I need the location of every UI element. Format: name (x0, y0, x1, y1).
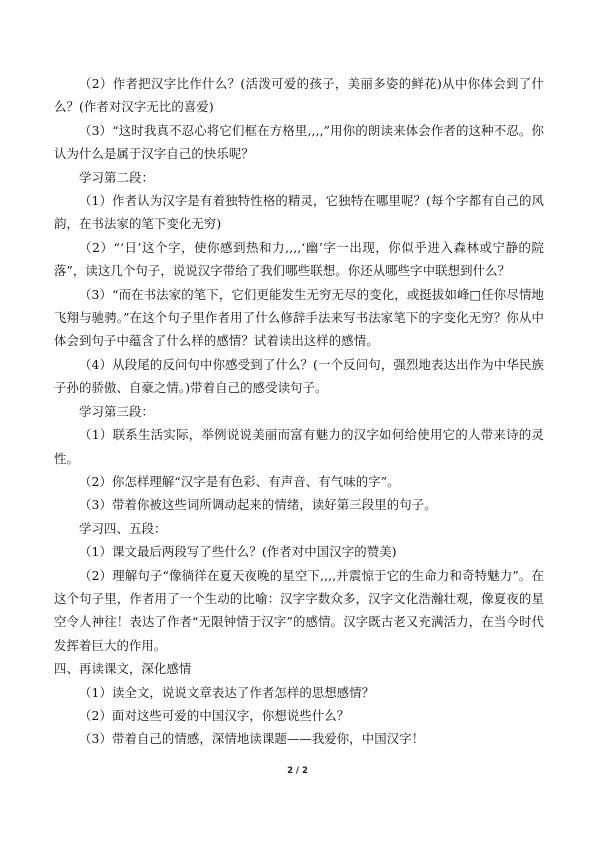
paragraph-q3-reluctance: （3）“这时我真不忍心将它们框在方格里,,,,”用你的朗读来体会作者的这种不忍。你认为什么是属于汉字自己的快乐呢？ (54, 122, 544, 162)
paragraph-p2-q3: （3）“而在书法家的笔下，它们更能发生无穷无尽的变化，或挺拔如峰□任你尽情地飞翔与驰骋。”在这个句子里作者用了什么修辞手法来写书法家笔下的字变化无穷？你从中体会到句子中蕴含了什么样的感情？试着读出这样的感情。 (54, 286, 544, 349)
section-heading-paragraph-4-5: 学习四、五段： (79, 520, 167, 536)
section-heading-paragraph-2: 学习第二段： (79, 169, 154, 185)
section-heading-paragraph-3: 学习第三段： (79, 403, 154, 419)
paragraph-p2-q4: （4）从段尾的反问句中你感受到了什么？(一个反问句，强烈地表达出作为中华民族子孙的骄傲、自豪之情。)带着自己的感受读句子。 (54, 356, 544, 396)
paragraph-reread-q3: （3）带着自己的情感，深情地读课题——我爱你，中国汉字！ (79, 731, 425, 747)
paragraph-p3-q2: （2）你怎样理解“汉字是有色彩、有声音、有气味的字”。 (79, 473, 400, 489)
paragraph-q2-comparison: （2）作者把汉字比作什么？(活泼可爱的孩子，美丽多姿的鲜花)从中你体会到了什么？(作者对汉字无比的喜爱) (54, 76, 544, 115)
paragraph-p3-q3: （3）带着你被这些词所调动起来的情绪，读好第三段里的句子。 (79, 497, 437, 513)
paragraph-reread-q2: （2）面对这些可爱的中国汉字，你想说些什么？ (79, 707, 350, 723)
paragraph-p45-q1: （1）课文最后两段写了些什么？(作者对中国汉字的赞美) (79, 544, 397, 560)
page-number: 2 / 2 (287, 766, 308, 776)
paragraph-reread-q1: （1）读全文，说说文章表达了作者怎样的思想感情？ (79, 684, 375, 700)
section-heading-reread: 四、再读课文，深化感情 (54, 661, 192, 677)
paragraph-p2-q2: （2）“‘日’这个字，使你感到热和力,,,,‘幽’字一出现，你似乎进入森林或宁静的院落”，读这几个句子，说说汉字带给了我们哪些联想。你还从哪些字中联想到什么？ (54, 239, 544, 279)
document-body (54, 72, 544, 751)
paragraph-p45-q2: （2）理解句子“像徜徉在夏天夜晚的星空下,,,,并震惊于它的生命力和奇特魅力”。在这个句子里，作者用了一个生动的比喻：汉字字数众多，汉字文化浩瀚壮观，像夏夜的星空令人神往！表达了作者“无限钟情于汉字”的感情。汉字既古老又充满活力，在当今时代发挥着巨大的作用。 (54, 567, 544, 653)
paragraph-p2-q1: （1）作者认为汉字是有着独特性格的精灵，它独特在哪里呢？(每个字都有自己的风韵，在书法家的笔下变化无穷) (54, 193, 544, 232)
paragraph-p3-q1: （1）联系生活实际，举例说说美丽而富有魅力的汉字如何给使用它的人带来诗的灵性。 (54, 427, 544, 466)
